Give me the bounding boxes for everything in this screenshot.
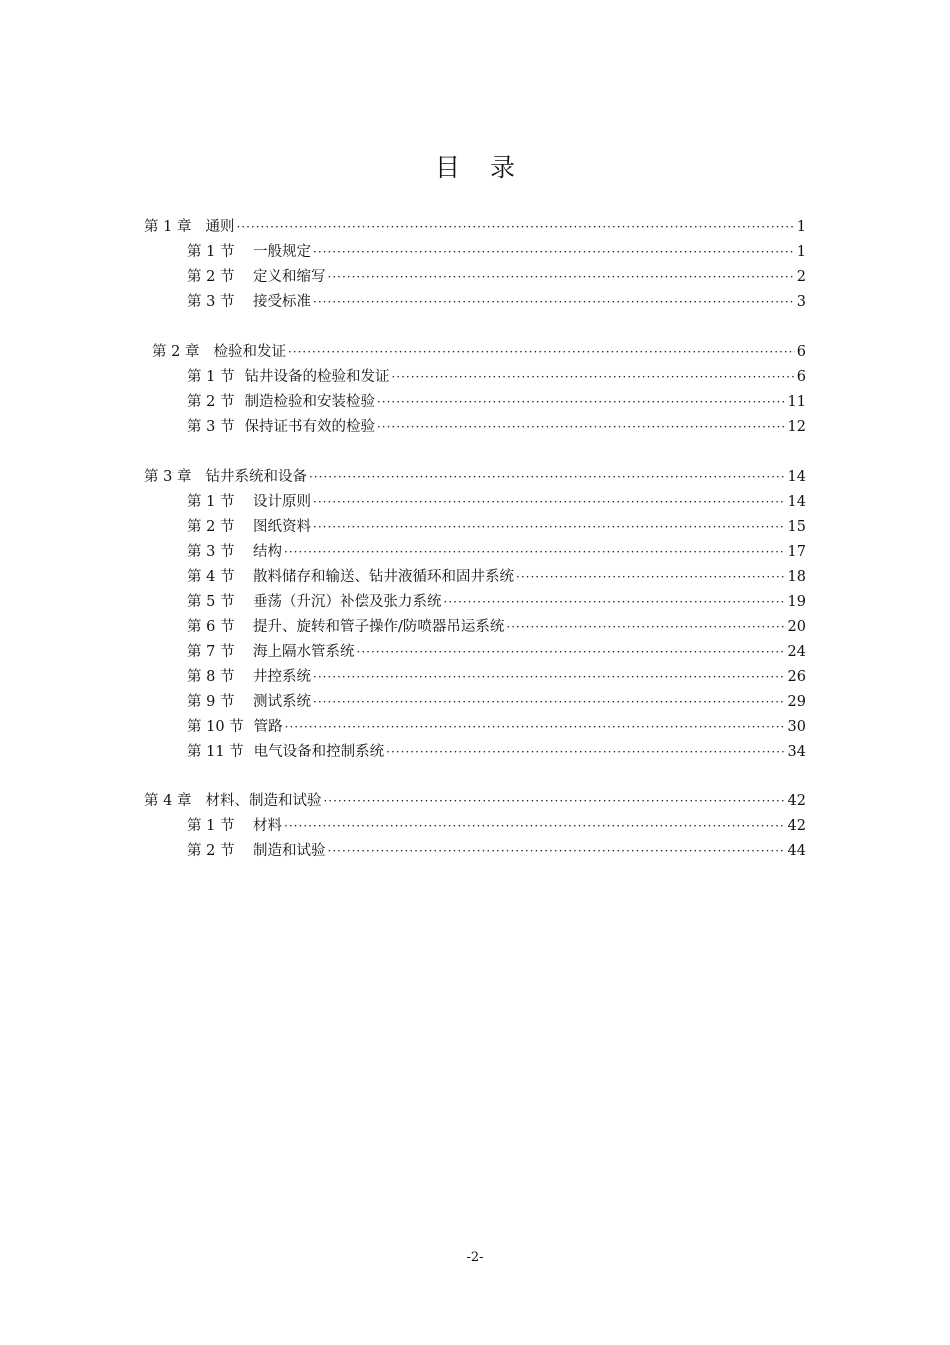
dot-leader — [386, 741, 785, 763]
section-number: 第 6 节 — [187, 619, 235, 635]
section-number: 第 2 节 — [187, 269, 235, 285]
dot-leader — [285, 716, 786, 738]
chapter-title: 检验和发证 — [213, 344, 286, 360]
toc-section[interactable] — [187, 815, 806, 837]
toc-section[interactable] — [187, 741, 806, 763]
page-number: 6 — [796, 369, 806, 385]
dot-leader — [288, 341, 795, 363]
dot-leader — [313, 241, 795, 263]
page-number: 30 — [787, 719, 806, 735]
toc-section[interactable] — [187, 416, 806, 438]
dot-leader — [357, 641, 786, 663]
toc-section[interactable] — [187, 591, 806, 613]
toc-chapter-4[interactable] — [144, 790, 806, 812]
section-title: 结构 — [253, 544, 282, 560]
toc-section[interactable] — [187, 566, 806, 588]
section-number: 第 1 节 — [187, 369, 235, 385]
section-title: 保持证书有效的检验 — [244, 419, 375, 435]
section-number: 第 1 节 — [187, 494, 235, 510]
chapter-number: 第 1 章 — [144, 219, 192, 235]
section-title: 定义和缩写 — [253, 269, 326, 285]
page-number: 17 — [787, 544, 806, 560]
page-number: 11 — [787, 394, 806, 410]
page-number: 24 — [787, 644, 806, 660]
page-number: 20 — [787, 619, 806, 635]
toc-section[interactable] — [187, 666, 806, 688]
page-number: 1 — [796, 244, 806, 260]
page-number: 14 — [787, 469, 806, 485]
section-title: 管路 — [253, 719, 283, 735]
section-title: 海上隔水管系统 — [253, 644, 355, 660]
dot-leader — [309, 466, 786, 488]
section-title: 图纸资料 — [253, 519, 311, 535]
section-title: 测试系统 — [253, 694, 311, 710]
chapter-title: 材料、制造和试验 — [205, 793, 322, 809]
section-number: 第 3 节 — [187, 419, 235, 435]
section-title: 制造和试验 — [253, 843, 326, 859]
chapter-number: 第 4 章 — [144, 793, 192, 809]
dot-leader — [313, 516, 786, 538]
section-title: 钻井设备的检验和发证 — [244, 369, 390, 385]
section-number: 第 11 节 — [187, 744, 244, 760]
section-title: 电气设备和控制系统 — [253, 744, 385, 760]
section-title: 一般规定 — [253, 244, 311, 260]
section-number: 第 8 节 — [187, 669, 235, 685]
chapter-number: 第 2 章 — [152, 344, 200, 360]
dot-leader — [313, 291, 795, 313]
section-title: 垂荡（升沉）补偿及张力系统 — [253, 594, 442, 610]
section-title: 接受标准 — [253, 294, 311, 310]
toc-section[interactable] — [187, 616, 806, 638]
toc-section[interactable] — [187, 241, 806, 263]
section-number: 第 2 节 — [187, 843, 235, 859]
dot-leader — [328, 266, 795, 288]
page-number: 18 — [787, 569, 806, 585]
chapter-number: 第 3 章 — [144, 469, 192, 485]
page-number: 42 — [787, 793, 806, 809]
dot-leader — [323, 790, 785, 812]
page-number: 15 — [787, 519, 806, 535]
page-number: 14 — [787, 494, 806, 510]
toc-section[interactable] — [187, 541, 806, 563]
toc-section[interactable] — [187, 366, 806, 388]
dot-leader — [313, 666, 786, 688]
section-number: 第 2 节 — [187, 519, 235, 535]
dot-leader — [236, 216, 794, 238]
dot-leader — [444, 591, 786, 613]
dot-leader — [284, 541, 786, 563]
section-number: 第 4 节 — [187, 569, 235, 585]
dot-leader — [506, 616, 785, 638]
section-number: 第 7 节 — [187, 644, 235, 660]
dot-leader — [391, 366, 794, 388]
section-title: 制造检验和安装检验 — [244, 394, 375, 410]
page-number: 6 — [796, 344, 806, 360]
page-footer-number: -2- — [466, 1250, 484, 1265]
section-title: 设计原则 — [253, 494, 311, 510]
section-number: 第 2 节 — [187, 394, 235, 410]
page-number: 19 — [787, 594, 806, 610]
toc-section[interactable] — [187, 716, 806, 738]
title-char-2: 录 — [490, 153, 516, 182]
dot-leader — [313, 491, 786, 513]
section-title: 散料储存和输送、钻井液循环和固井系统 — [253, 569, 514, 585]
page-number: 1 — [796, 219, 806, 235]
dot-leader — [313, 691, 786, 713]
dot-leader — [377, 416, 786, 438]
chapter-title: 通则 — [205, 219, 235, 235]
toc-chapter-1[interactable] — [144, 216, 806, 238]
section-number: 第 10 节 — [187, 719, 244, 735]
section-number: 第 9 节 — [187, 694, 235, 710]
toc-section[interactable] — [187, 266, 806, 288]
chapter-title: 钻井系统和设备 — [205, 469, 307, 485]
toc-chapter-3[interactable] — [144, 466, 806, 488]
page-number: 12 — [787, 419, 806, 435]
toc-section[interactable] — [187, 391, 806, 413]
toc-section[interactable] — [187, 641, 806, 663]
toc-section[interactable] — [187, 291, 806, 313]
toc-section[interactable] — [187, 491, 806, 513]
page-number: 29 — [787, 694, 806, 710]
section-number: 第 1 节 — [187, 818, 235, 834]
section-number: 第 5 节 — [187, 594, 235, 610]
page-number: 26 — [787, 669, 806, 685]
page-number: 3 — [796, 294, 806, 310]
section-number: 第 3 节 — [187, 294, 235, 310]
section-title: 井控系统 — [253, 669, 311, 685]
section-title: 材料 — [253, 818, 282, 834]
dot-leader — [377, 391, 786, 413]
toc-section[interactable] — [187, 691, 806, 713]
dot-leader — [284, 815, 786, 837]
toc-section[interactable] — [187, 516, 806, 538]
section-number: 第 3 节 — [187, 544, 235, 560]
page-number: 2 — [796, 269, 806, 285]
toc-section[interactable] — [187, 840, 806, 862]
title-char-1: 目 — [434, 153, 460, 182]
page-number: 44 — [787, 843, 806, 859]
page-number: 42 — [787, 818, 806, 834]
section-title: 提升、旋转和管子操作/防喷器吊运系统 — [253, 619, 505, 635]
dot-leader — [516, 566, 786, 588]
section-number: 第 1 节 — [187, 244, 235, 260]
toc-chapter-2[interactable] — [152, 341, 806, 363]
dot-leader — [328, 840, 786, 862]
page-number: 34 — [787, 744, 806, 760]
